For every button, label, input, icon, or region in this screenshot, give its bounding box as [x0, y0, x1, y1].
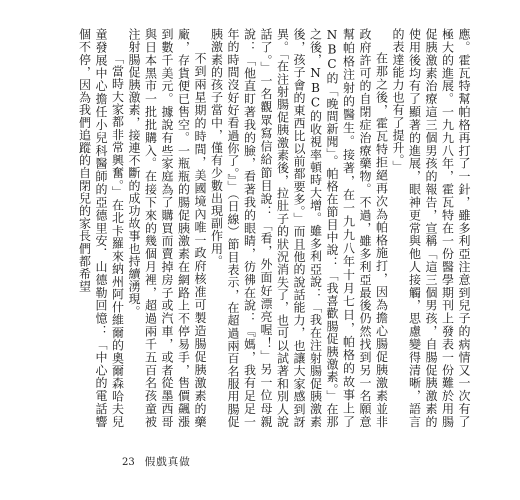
paragraph-4: 「當時大家都非常興奮。」在北卡羅來納州阿什維爾的奧爾森哈夫兒童發展中心擔任小兒科醫師的亞德里安．山德勒回憶：「中心的電話響個不停，因為我們追蹤的自閉兒的家長們都希望 [77, 28, 125, 428]
paragraph-3: 不到兩星期的時間，美國境內唯一政府核准可製造腸促胰激素的藥廠，存貨便已售空。一瓶瓶的腸促胰激素在網路上不停易手，售價飆漲到數千美元。據說有些家庭為了購買而賣掉房子或汽車，或者從墨西哥與日本黑市一批批購入。在接下來的幾個月裡，超過兩千五百名孩童被注射腸促胰激素，接連不斷的成功故事也持續湧現。 [127, 28, 207, 428]
paragraph-1: 應。霍瓦特幫帕格再打了一針，雖多利亞注意到兒子的病情又一次有了極大的進展。一九九八年，霍瓦特在一份醫學期刊上發表一份難於用腸促胰激素治療這三個男孩的報告，宣稱「這三個男孩，自腸促胰激素的使用後均有了顯著的進展，眼神更常與他人接觸，思慮變得清晰，語言的表達能力也有了提升。」 [391, 28, 471, 428]
page-footer [122, 454, 191, 469]
body-text [48, 28, 472, 428]
running-title: 假戲真做 [144, 456, 191, 468]
page-number: 23 [122, 457, 135, 468]
paragraph-2: 在那之後，霍瓦特拒絕再次為帕格施打，因為擔心腸促胰激素並非政府許可的自閉症治療藥物。不過，雖多利亞最後仍然找到另一名願意幫帕格注射的醫生。接著，在一九九八年十月七日，帕格的故事上了NBC的「晚間新聞」。帕格在節目中說：「我喜歡腸促胰激素。」在那之後，NBC的收視率頓時大增。雖多利亞說：「我在注射腸促胰激素後，孩子會的東西比以前都要多。」而且他的說話能力，也讓大家感到訝異。「在注射腸促胰激素後，拉肚子的狀況消失了，也可以試著和別人說話了。」一名觀眾寫信給節目說：「看，外面好漂亮喔！」另一位母親說：「他直盯著我的臉，看著我的眼睛，彷彿在說：『媽，我有足足一年的時間沒好好看過你了。』」（日線）節目表示，在超過兩百名服用腸促胰激素的孩子當中，僅有少數出現副作用。 [209, 28, 389, 428]
